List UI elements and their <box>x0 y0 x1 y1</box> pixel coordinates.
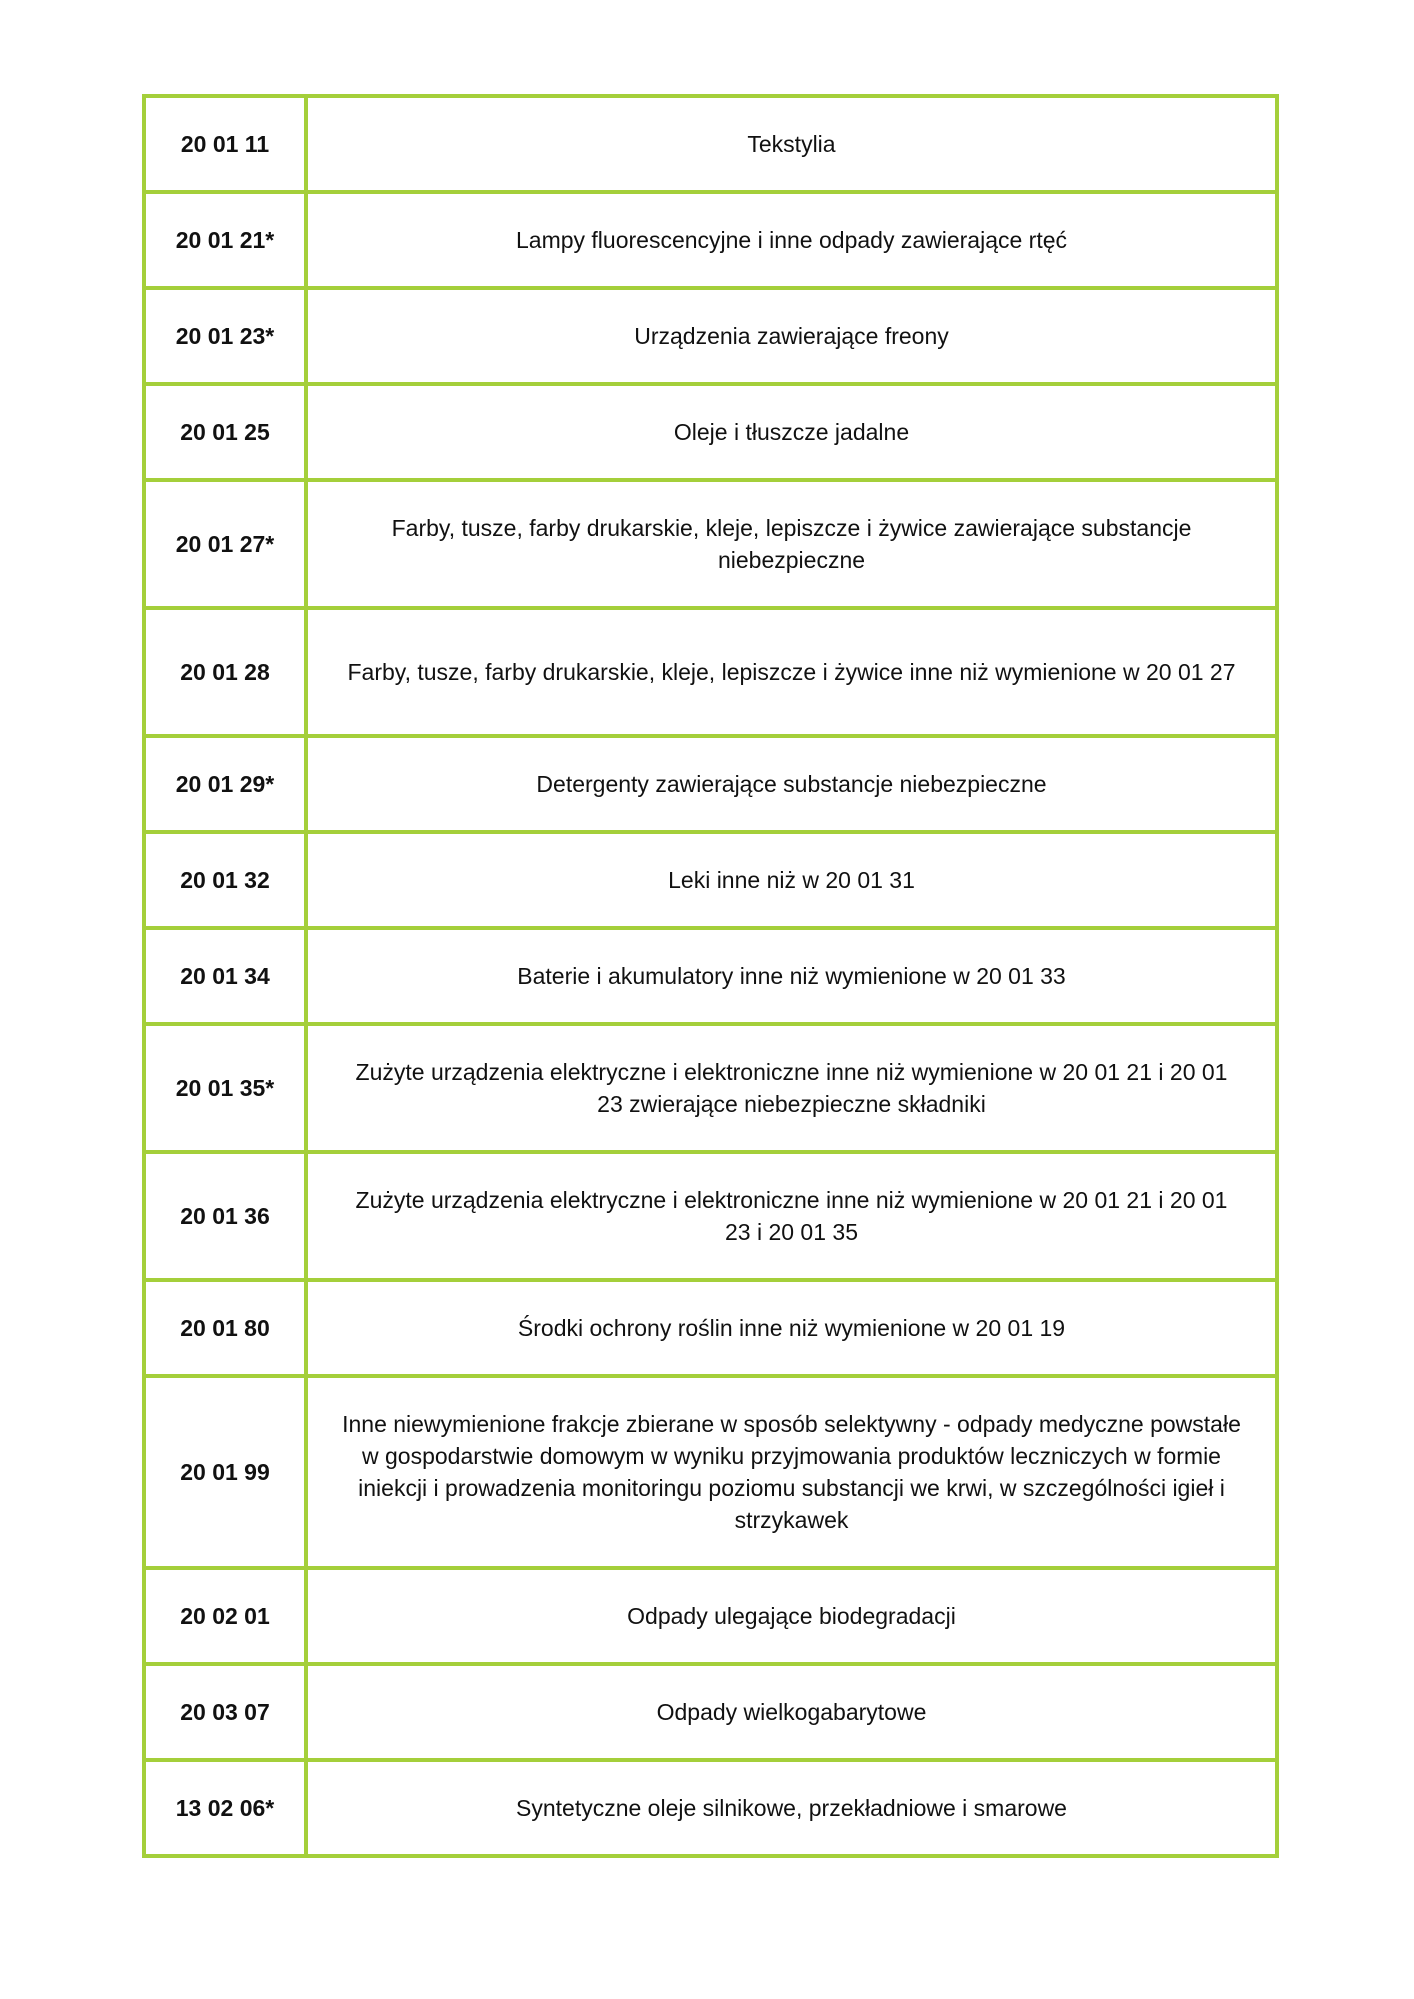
waste-code-cell: 20 01 28 <box>144 608 306 736</box>
waste-code-cell: 20 01 11 <box>144 96 306 192</box>
waste-description-cell: Odpady ulegające biodegradacji <box>306 1568 1277 1664</box>
waste-description-cell: Farby, tusze, farby drukarskie, kleje, lepiszcze i żywice inne niż wymienione w 20 01 27 <box>306 608 1277 736</box>
table-row <box>144 1024 1277 1152</box>
waste-description-cell: Farby, tusze, farby drukarskie, kleje, lepiszcze i żywice zawierające substancje niebezpieczne <box>306 480 1277 608</box>
waste-description-cell: Urządzenia zawierające freony <box>306 288 1277 384</box>
table-row <box>144 1760 1277 1856</box>
waste-code-cell: 20 01 23* <box>144 288 306 384</box>
table-row <box>144 1152 1277 1280</box>
table-row <box>144 608 1277 736</box>
table-row <box>144 1664 1277 1760</box>
waste-description-cell: Inne niewymienione frakcje zbierane w sposób selektywny - odpady medyczne powstałe w gospodarstwie domowym w wyniku przyjmowania produktów leczniczych w formie iniekcji i prowadzenia monitoringu poziomu substancji we krwi, w szczególności igieł i strzykawek <box>306 1376 1277 1568</box>
waste-code-cell: 20 02 01 <box>144 1568 306 1664</box>
waste-code-cell: 20 01 99 <box>144 1376 306 1568</box>
waste-description-cell: Tekstylia <box>306 96 1277 192</box>
table-row <box>144 928 1277 1024</box>
waste-description-cell: Zużyte urządzenia elektryczne i elektroniczne inne niż wymienione w 20 01 21 i 20 01 23 i 20 01 35 <box>306 1152 1277 1280</box>
waste-code-cell: 20 01 29* <box>144 736 306 832</box>
waste-description-cell: Baterie i akumulatory inne niż wymienione w 20 01 33 <box>306 928 1277 1024</box>
waste-code-cell: 20 01 21* <box>144 192 306 288</box>
table-row <box>144 832 1277 928</box>
table-row <box>144 1376 1277 1568</box>
waste-description-cell: Syntetyczne oleje silnikowe, przekładniowe i smarowe <box>306 1760 1277 1856</box>
table-row <box>144 1280 1277 1376</box>
waste-description-cell: Środki ochrony roślin inne niż wymienione w 20 01 19 <box>306 1280 1277 1376</box>
waste-code-cell: 20 03 07 <box>144 1664 306 1760</box>
waste-code-cell: 20 01 27* <box>144 480 306 608</box>
waste-code-cell: 20 01 34 <box>144 928 306 1024</box>
waste-description-cell: Oleje i tłuszcze jadalne <box>306 384 1277 480</box>
waste-code-cell: 20 01 36 <box>144 1152 306 1280</box>
waste-code-cell: 20 01 25 <box>144 384 306 480</box>
waste-code-cell: 20 01 32 <box>144 832 306 928</box>
table-row <box>144 1568 1277 1664</box>
table-row <box>144 480 1277 608</box>
table-row <box>144 736 1277 832</box>
waste-description-cell: Lampy fluorescencyjne i inne odpady zawierające rtęć <box>306 192 1277 288</box>
waste-code-cell: 20 01 35* <box>144 1024 306 1152</box>
waste-description-cell: Leki inne niż w 20 01 31 <box>306 832 1277 928</box>
waste-description-cell: Odpady wielkogabarytowe <box>306 1664 1277 1760</box>
waste-code-table <box>142 94 1279 1858</box>
waste-description-cell: Detergenty zawierające substancje niebezpieczne <box>306 736 1277 832</box>
table-row <box>144 192 1277 288</box>
waste-description-cell: Zużyte urządzenia elektryczne i elektroniczne inne niż wymienione w 20 01 21 i 20 01 23 zwierające niebezpieczne składniki <box>306 1024 1277 1152</box>
table-row <box>144 384 1277 480</box>
table-row <box>144 96 1277 192</box>
table-row <box>144 288 1277 384</box>
waste-code-cell: 20 01 80 <box>144 1280 306 1376</box>
waste-code-cell: 13 02 06* <box>144 1760 306 1856</box>
